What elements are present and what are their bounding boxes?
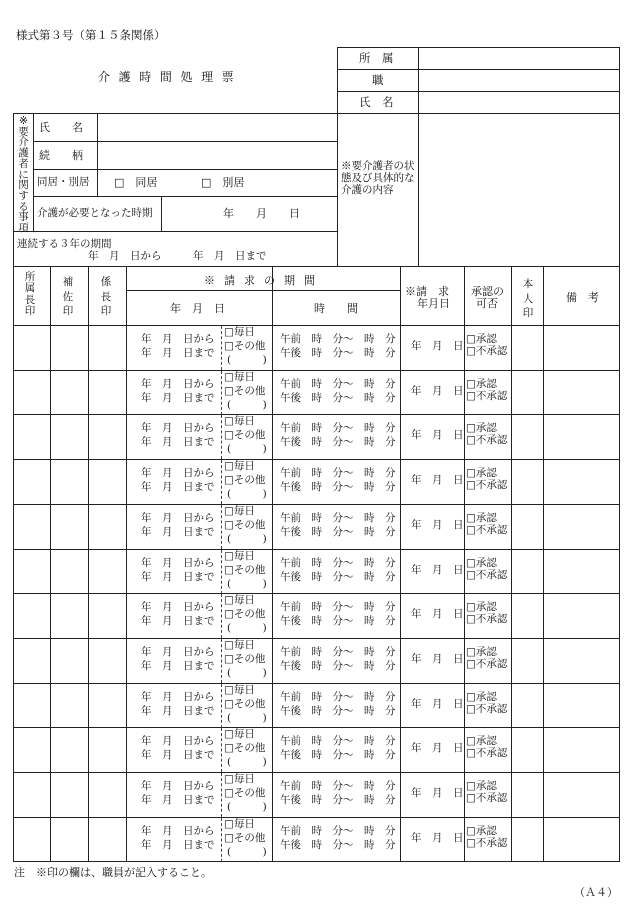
section-chief-seal-cell[interactable] (88, 638, 126, 683)
request-date-field[interactable]: 年 月 日 (411, 832, 464, 844)
assistant-seal-cell[interactable] (50, 414, 88, 459)
section-chief-seal-cell[interactable] (88, 414, 126, 459)
remarks-cell[interactable] (543, 593, 619, 638)
other-checkbox[interactable]: □その他 (224, 608, 266, 620)
affiliation-field[interactable] (419, 48, 619, 69)
care-condition-field[interactable] (419, 114, 619, 266)
am-time-field[interactable]: 午前 時 分～ 時 分 (280, 512, 396, 524)
daily-checkbox[interactable]: □毎日 (224, 728, 255, 740)
dept-head-seal-cell[interactable] (13, 727, 50, 772)
self-seal-cell[interactable] (511, 638, 543, 683)
pm-time-field[interactable]: 午後 時 分～ 時 分 (280, 526, 396, 538)
table-row (13, 414, 620, 459)
date-to-field[interactable]: 年 月 日まで (141, 794, 215, 806)
assistant-seal-cell[interactable] (50, 593, 88, 638)
disapprove-checkbox[interactable]: □不承認 (466, 569, 508, 581)
request-date-field[interactable]: 年 月 日 (411, 429, 464, 441)
date-from-field[interactable]: 年 月 日から (141, 601, 215, 613)
daily-checkbox[interactable]: □毎日 (224, 550, 255, 562)
table-row (13, 772, 620, 817)
header-dept-head-seal: 所 属 長 印 (24, 271, 36, 317)
date-to-field[interactable]: 年 月 日まで (141, 347, 215, 359)
am-time-field[interactable]: 午前 時 分～ 時 分 (280, 467, 396, 479)
other-checkbox[interactable]: □その他 (224, 698, 266, 710)
remarks-cell[interactable] (543, 325, 619, 370)
employee-name-field[interactable] (419, 92, 619, 113)
approve-checkbox[interactable]: □承認 (466, 825, 497, 837)
table-row (13, 817, 620, 862)
header-date: 年 月 日 (170, 302, 225, 315)
care-start-label: 介護が必要となった時期 (37, 207, 153, 219)
date-from-field[interactable]: 年 月 日から (141, 825, 215, 837)
pm-time-field[interactable]: 午後 時 分～ 時 分 (280, 615, 396, 627)
daily-checkbox[interactable]: □毎日 (224, 460, 255, 472)
approve-checkbox[interactable]: □承認 (466, 512, 497, 524)
date-to-field[interactable]: 年 月 日まで (141, 571, 215, 583)
table-row (13, 504, 620, 549)
living-separately-checkbox[interactable]: □ 別居 (201, 176, 245, 189)
living-together-checkbox[interactable]: □ 同居 (114, 176, 158, 189)
assistant-seal-cell[interactable] (50, 459, 88, 504)
self-seal-cell[interactable] (511, 459, 543, 504)
self-seal-cell[interactable] (511, 325, 543, 370)
section-chief-seal-cell[interactable] (88, 817, 126, 862)
pm-time-field[interactable]: 午後 時 分～ 時 分 (280, 392, 396, 404)
section-chief-seal-cell[interactable] (88, 727, 126, 772)
date-to-field[interactable]: 年 月 日まで (141, 615, 215, 627)
dept-head-seal-cell[interactable] (13, 414, 50, 459)
am-time-field[interactable]: 午前 時 分～ 時 分 (280, 825, 396, 837)
table-row (13, 549, 620, 594)
self-seal-cell[interactable] (511, 549, 543, 594)
remarks-cell[interactable] (543, 683, 619, 728)
section-chief-seal-cell[interactable] (88, 325, 126, 370)
disapprove-checkbox[interactable]: □不承認 (466, 837, 508, 849)
request-date-field[interactable]: 年 月 日 (411, 519, 464, 531)
pm-time-field[interactable]: 午後 時 分～ 時 分 (280, 436, 396, 448)
header-section-chief-seal: 係 長 印 (100, 276, 112, 318)
header-approval-1: 承認の (471, 285, 504, 298)
position-label: 職 (372, 73, 384, 87)
approve-checkbox[interactable]: □承認 (466, 735, 497, 747)
approve-checkbox[interactable]: □承認 (466, 601, 497, 613)
request-date-field[interactable]: 年 月 日 (411, 787, 464, 799)
am-time-field[interactable]: 午前 時 分～ 時 分 (280, 333, 396, 345)
other-detail-field[interactable]: ( ) (227, 801, 267, 813)
assistant-seal-cell[interactable] (50, 638, 88, 683)
assistant-seal-cell[interactable] (50, 370, 88, 415)
am-time-field[interactable]: 午前 時 分～ 時 分 (280, 601, 396, 613)
three-year-period-label: 連続する３年の期間 (17, 238, 112, 250)
section-chief-seal-cell[interactable] (88, 504, 126, 549)
approve-checkbox[interactable]: □承認 (466, 646, 497, 658)
approve-checkbox[interactable]: □承認 (466, 691, 497, 703)
other-checkbox[interactable]: □その他 (224, 653, 266, 665)
disapprove-checkbox[interactable]: □不承認 (466, 658, 508, 670)
date-from-field[interactable]: 年 月 日から (141, 557, 215, 569)
dept-head-seal-cell[interactable] (13, 504, 50, 549)
approve-checkbox[interactable]: □承認 (466, 333, 497, 345)
header-time: 時 間 (314, 302, 358, 315)
dept-head-seal-cell[interactable] (13, 549, 50, 594)
disapprove-checkbox[interactable]: □不承認 (466, 524, 508, 536)
other-detail-field[interactable]: ( ) (227, 846, 267, 858)
date-to-field[interactable]: 年 月 日まで (141, 526, 215, 538)
relationship-label: 続 柄 (39, 149, 83, 162)
request-date-field[interactable]: 年 月 日 (411, 653, 464, 665)
disapprove-checkbox[interactable]: □不承認 (466, 792, 508, 804)
other-detail-field[interactable]: ( ) (227, 622, 267, 634)
living-status-label: 同居・別居 (37, 176, 90, 188)
pm-time-field[interactable]: 午後 時 分～ 時 分 (280, 347, 396, 359)
date-to-field[interactable]: 年 月 日まで (141, 481, 215, 493)
footnote: 注 ※印の欄は、職員が記入すること。 (14, 866, 212, 879)
header-remarks: 備 考 (566, 291, 599, 304)
position-field[interactable] (419, 70, 619, 91)
self-seal-cell[interactable] (511, 504, 543, 549)
table-row (13, 593, 620, 638)
care-recipient-side-label: ※ 要 介 護 者 に 関 す る 事 項 (18, 115, 29, 235)
assistant-seal-cell[interactable] (50, 727, 88, 772)
dept-head-seal-cell[interactable] (13, 772, 50, 817)
assistant-seal-cell[interactable] (50, 549, 88, 594)
am-time-field[interactable]: 午前 時 分～ 時 分 (280, 735, 396, 747)
header-assistant-seal: 補 佐 印 (62, 276, 74, 318)
header-request-date-2: 年月日 (417, 297, 450, 310)
am-time-field[interactable]: 午前 時 分～ 時 分 (280, 646, 396, 658)
disapprove-checkbox[interactable]: □不承認 (466, 479, 508, 491)
disapprove-checkbox[interactable]: □不承認 (466, 703, 508, 715)
other-checkbox[interactable]: □その他 (224, 429, 266, 441)
care-condition-label: ※要介護者の状態及び具体的な介護の内容 (341, 160, 415, 197)
relationship-field[interactable] (98, 142, 336, 169)
other-checkbox[interactable]: □その他 (224, 564, 266, 576)
other-checkbox[interactable]: □その他 (224, 742, 266, 754)
date-to-field[interactable]: 年 月 日まで (141, 839, 215, 851)
daily-checkbox[interactable]: □毎日 (224, 594, 255, 606)
daily-checkbox[interactable]: □毎日 (224, 639, 255, 651)
dept-head-seal-cell[interactable] (13, 459, 50, 504)
request-date-field[interactable]: 年 月 日 (411, 474, 464, 486)
recipient-name-label: 氏 名 (39, 121, 83, 134)
table-row (13, 638, 620, 683)
affiliation-label: 所 属 (359, 51, 394, 65)
remarks-cell[interactable] (543, 638, 619, 683)
request-date-field[interactable]: 年 月 日 (411, 698, 464, 710)
date-from-field[interactable]: 年 月 日から (141, 735, 215, 747)
self-seal-cell[interactable] (511, 414, 543, 459)
section-chief-seal-cell[interactable] (88, 370, 126, 415)
daily-checkbox[interactable]: □毎日 (224, 818, 255, 830)
other-checkbox[interactable]: □その他 (224, 385, 266, 397)
other-checkbox[interactable]: □その他 (224, 787, 266, 799)
other-detail-field[interactable]: ( ) (227, 354, 267, 366)
pm-time-field[interactable]: 午後 時 分～ 時 分 (280, 839, 396, 851)
dept-head-seal-cell[interactable] (13, 325, 50, 370)
am-time-field[interactable]: 午前 時 分～ 時 分 (280, 422, 396, 434)
date-from-field[interactable]: 年 月 日から (141, 333, 215, 345)
daily-checkbox[interactable]: □毎日 (224, 415, 255, 427)
pm-time-field[interactable]: 午後 時 分～ 時 分 (280, 749, 396, 761)
table-row (13, 370, 620, 415)
self-seal-cell[interactable] (511, 593, 543, 638)
other-detail-field[interactable]: ( ) (227, 488, 267, 500)
request-date-field[interactable]: 年 月 日 (411, 385, 464, 397)
remarks-cell[interactable] (543, 817, 619, 862)
self-seal-cell[interactable] (511, 370, 543, 415)
disapprove-checkbox[interactable]: □不承認 (466, 613, 508, 625)
disapprove-checkbox[interactable]: □不承認 (466, 345, 508, 357)
pm-time-field[interactable]: 午後 時 分～ 時 分 (280, 481, 396, 493)
date-to-field[interactable]: 年 月 日まで (141, 392, 215, 404)
date-from-field[interactable]: 年 月 日から (141, 467, 215, 479)
remarks-cell[interactable] (543, 459, 619, 504)
section-chief-seal-cell[interactable] (88, 593, 126, 638)
remarks-cell[interactable] (543, 414, 619, 459)
assistant-seal-cell[interactable] (50, 772, 88, 817)
request-date-field[interactable]: 年 月 日 (411, 742, 464, 754)
date-from-field[interactable]: 年 月 日から (141, 378, 215, 390)
other-detail-field[interactable]: ( ) (227, 667, 267, 679)
am-time-field[interactable]: 午前 時 分～ 時 分 (280, 378, 396, 390)
request-date-field[interactable]: 年 月 日 (411, 340, 464, 352)
dept-head-seal-cell[interactable] (13, 638, 50, 683)
employee-name-label: 氏 名 (359, 95, 394, 109)
date-from-field[interactable]: 年 月 日から (141, 646, 215, 658)
table-row (13, 325, 620, 370)
section-chief-seal-cell[interactable] (88, 683, 126, 728)
pm-time-field[interactable]: 午後 時 分～ 時 分 (280, 705, 396, 717)
pm-time-field[interactable]: 午後 時 分～ 時 分 (280, 794, 396, 806)
remarks-cell[interactable] (543, 549, 619, 594)
pm-time-field[interactable]: 午後 時 分～ 時 分 (280, 660, 396, 672)
disapprove-checkbox[interactable]: □不承認 (466, 390, 508, 402)
other-checkbox[interactable]: □その他 (224, 340, 266, 352)
approve-checkbox[interactable]: □承認 (466, 780, 497, 792)
date-to-field[interactable]: 年 月 日まで (141, 660, 215, 672)
approve-checkbox[interactable]: □承認 (466, 557, 497, 569)
dept-head-seal-cell[interactable] (13, 593, 50, 638)
care-start-date-field[interactable]: 年 月 日 (223, 207, 300, 220)
am-time-field[interactable]: 午前 時 分～ 時 分 (280, 691, 396, 703)
assistant-seal-cell[interactable] (50, 817, 88, 862)
remarks-cell[interactable] (543, 772, 619, 817)
table-row (13, 727, 620, 772)
date-from-field[interactable]: 年 月 日から (141, 512, 215, 524)
assistant-seal-cell[interactable] (50, 504, 88, 549)
daily-checkbox[interactable]: □毎日 (224, 773, 255, 785)
assistant-seal-cell[interactable] (50, 325, 88, 370)
date-from-field[interactable]: 年 月 日から (141, 691, 215, 703)
approve-checkbox[interactable]: □承認 (466, 378, 497, 390)
other-checkbox[interactable]: □その他 (224, 519, 266, 531)
daily-checkbox[interactable]: □毎日 (224, 684, 255, 696)
disapprove-checkbox[interactable]: □不承認 (466, 434, 508, 446)
request-date-field[interactable]: 年 月 日 (411, 608, 464, 620)
header-self-seal: 本 人 印 (522, 278, 534, 320)
section-chief-seal-cell[interactable] (88, 549, 126, 594)
date-to-field[interactable]: 年 月 日まで (141, 436, 215, 448)
other-detail-field[interactable]: ( ) (227, 712, 267, 724)
three-year-period-field[interactable]: 年 月 日から 年 月 日まで (88, 250, 267, 262)
other-detail-field[interactable]: ( ) (227, 578, 267, 590)
dept-head-seal-cell[interactable] (13, 683, 50, 728)
approve-checkbox[interactable]: □承認 (466, 422, 497, 434)
recipient-name-field[interactable] (98, 114, 336, 141)
table-row (13, 683, 620, 728)
date-to-field[interactable]: 年 月 日まで (141, 705, 215, 717)
other-checkbox[interactable]: □その他 (224, 832, 266, 844)
self-seal-cell[interactable] (511, 817, 543, 862)
paper-size: （Ａ４） (574, 886, 618, 899)
daily-checkbox[interactable]: □毎日 (224, 371, 255, 383)
self-seal-cell[interactable] (511, 772, 543, 817)
other-detail-field[interactable]: ( ) (227, 443, 267, 455)
other-detail-field[interactable]: ( ) (227, 756, 267, 768)
daily-checkbox[interactable]: □毎日 (224, 505, 255, 517)
remarks-cell[interactable] (543, 727, 619, 772)
self-seal-cell[interactable] (511, 727, 543, 772)
header-request-date-1: ※請 求 (405, 285, 449, 298)
dept-head-seal-cell[interactable] (13, 817, 50, 862)
header-approval-2: 可否 (476, 297, 498, 310)
date-from-field[interactable]: 年 月 日から (141, 780, 215, 792)
form-title: 介 護 時 間 処 理 票 (98, 70, 237, 84)
pm-time-field[interactable]: 午後 時 分～ 時 分 (280, 571, 396, 583)
approve-checkbox[interactable]: □承認 (466, 467, 497, 479)
other-detail-field[interactable]: ( ) (227, 399, 267, 411)
self-seal-cell[interactable] (511, 683, 543, 728)
date-from-field[interactable]: 年 月 日から (141, 422, 215, 434)
form-number: 様式第３号（第１５条関係） (16, 28, 166, 42)
header-request-period: ※ 請 求 の 期 間 (204, 274, 318, 287)
remarks-cell[interactable] (543, 504, 619, 549)
dept-head-seal-cell[interactable] (13, 370, 50, 415)
disapprove-checkbox[interactable]: □不承認 (466, 747, 508, 759)
date-to-field[interactable]: 年 月 日まで (141, 749, 215, 761)
request-date-field[interactable]: 年 月 日 (411, 564, 464, 576)
remarks-cell[interactable] (543, 370, 619, 415)
table-row (13, 459, 620, 504)
section-chief-seal-cell[interactable] (88, 459, 126, 504)
am-time-field[interactable]: 午前 時 分～ 時 分 (280, 557, 396, 569)
other-checkbox[interactable]: □その他 (224, 474, 266, 486)
am-time-field[interactable]: 午前 時 分～ 時 分 (280, 780, 396, 792)
daily-checkbox[interactable]: □毎日 (224, 326, 255, 338)
section-chief-seal-cell[interactable] (88, 772, 126, 817)
assistant-seal-cell[interactable] (50, 683, 88, 728)
other-detail-field[interactable]: ( ) (227, 533, 267, 545)
